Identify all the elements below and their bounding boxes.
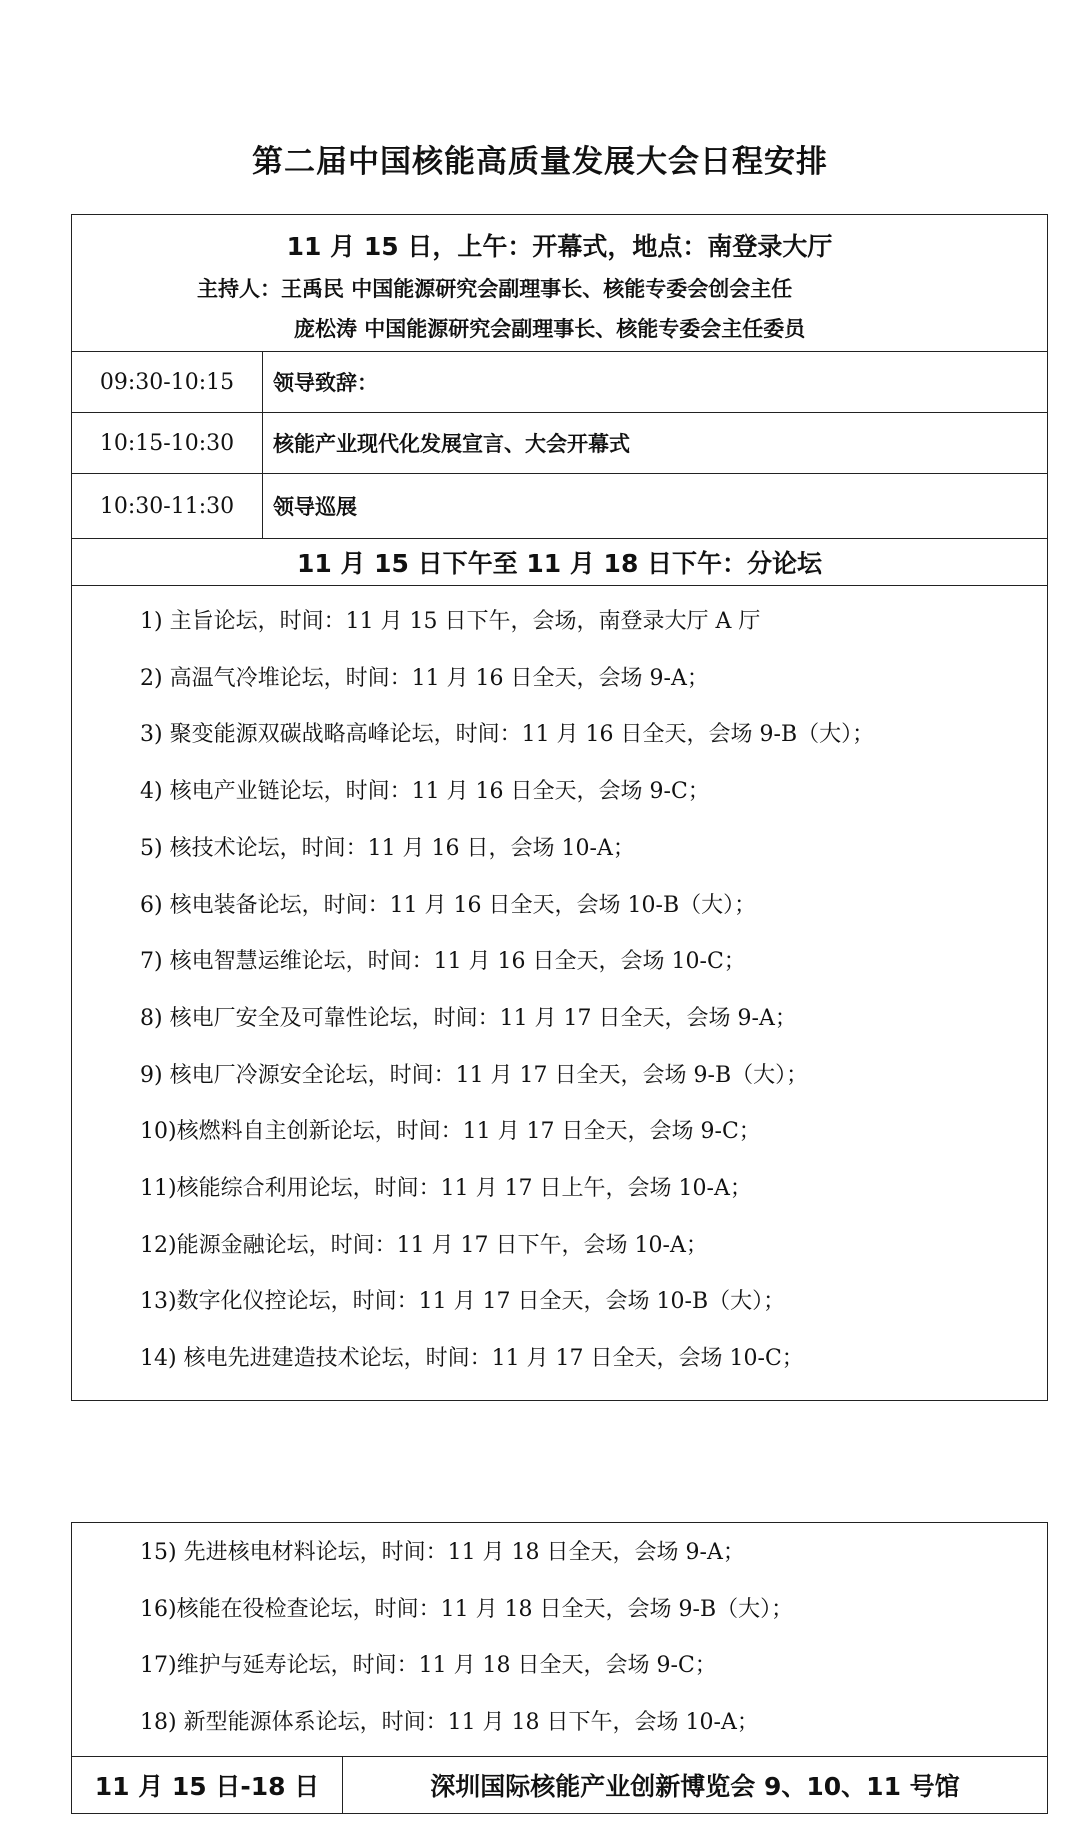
forum-item: 13)数字化仪控论坛，时间：11 月 17 日全天，会场 10-B（大）；: [140, 1289, 786, 1315]
host-line-2: 庞松涛 中国能源研究会副理事长、核能专委会主任委员: [294, 317, 806, 341]
forum-item: 17)维护与延寿论坛，时间：11 月 18 日全天，会场 9-C；: [140, 1653, 717, 1679]
host-line-1: 主持人：王禹民 中国能源研究会副理事长、核能专委会创会主任: [197, 277, 793, 301]
agenda-time: 09:30-10:15: [72, 352, 263, 413]
forum-item: 5) 核技术论坛，时间：11 月 16 日，会场 10-A；: [140, 835, 635, 861]
agenda-desc: 核能产业现代化发展宣言、大会开幕式: [263, 413, 1048, 474]
forum-item: 18) 新型能源体系论坛，时间：11 月 18 日下午，会场 10-A；: [140, 1710, 759, 1736]
expo-venue: 深圳国际核能产业创新博览会 9、10、11 号馆: [343, 1756, 1048, 1813]
forum-item: 6) 核电装备论坛，时间：11 月 16 日全天，会场 10-B（大）；: [140, 892, 757, 918]
forum-list: [72, 586, 1048, 1401]
forum-item: 16)核能在役检查论坛，时间：11 月 18 日全天，会场 9-B（大）；: [140, 1596, 794, 1622]
opening-header-cell: [72, 215, 1048, 352]
opening-row: [72, 215, 1048, 352]
agenda-row: [72, 474, 1048, 539]
forum-section-header: 11 月 15 日下午至 11 月 18 日下午：分论坛: [72, 539, 1048, 586]
forum-item: 3) 聚变能源双碳战略高峰论坛，时间：11 月 16 日全天，会场 9-B（大）；: [140, 722, 875, 748]
forum-item: 7) 核电智慧运维论坛，时间：11 月 16 日全天，会场 10-C；: [140, 949, 746, 975]
agenda-row: [72, 352, 1048, 413]
opening-title: 11 月 15 日，上午：开幕式，地点：南登录大厅: [286, 232, 833, 261]
forum-item: 14) 核电先进建造技术论坛，时间：11 月 17 日全天，会场 10-C；: [140, 1346, 804, 1372]
schedule-table-continued: [71, 1522, 1048, 1814]
agenda-row: [72, 413, 1048, 474]
forum-item: 12)能源金融论坛，时间：11 月 17 日下午，会场 10-A；: [140, 1232, 708, 1258]
forum-item: 4) 核电产业链论坛，时间：11 月 16 日全天，会场 9-C；: [140, 779, 710, 805]
forum-list-row: [72, 1523, 1048, 1757]
forum-item: 10)核燃料自主创新论坛，时间：11 月 17 日全天，会场 9-C；: [140, 1119, 761, 1145]
schedule-table: [71, 214, 1048, 1401]
forum-item: 9) 核电厂冷源安全论坛，时间：11 月 17 日全天，会场 9-B（大）；: [140, 1062, 809, 1088]
agenda-desc: 领导致辞：: [263, 352, 1048, 413]
forum-header-row: [72, 539, 1048, 586]
agenda-desc: 领导巡展: [263, 474, 1048, 539]
forum-item: 11)核能综合利用论坛，时间：11 月 17 日上午，会场 10-A；: [140, 1176, 752, 1202]
agenda-time: 10:15-10:30: [72, 413, 263, 474]
forum-item: 8) 核电厂安全及可靠性论坛，时间：11 月 17 日全天，会场 9-A；: [140, 1005, 797, 1031]
agenda-time: 10:30-11:30: [72, 474, 263, 539]
forum-list-row: [72, 586, 1048, 1401]
forum-item: 1) 主旨论坛，时间：11 月 15 日下午，会场，南登录大厅 A 厅: [140, 609, 761, 634]
expo-date: 11 月 15 日-18 日: [72, 1756, 343, 1813]
expo-row: [72, 1756, 1048, 1813]
forum-list-continued: [72, 1523, 1048, 1757]
forum-item: 2) 高温气冷堆论坛，时间：11 月 16 日全天，会场 9-A；: [140, 665, 709, 691]
page-title: 第二届中国核能高质量发展大会日程安排: [252, 144, 828, 180]
forum-item: 15) 先进核电材料论坛，时间：11 月 18 日全天，会场 9-A；: [140, 1540, 745, 1565]
